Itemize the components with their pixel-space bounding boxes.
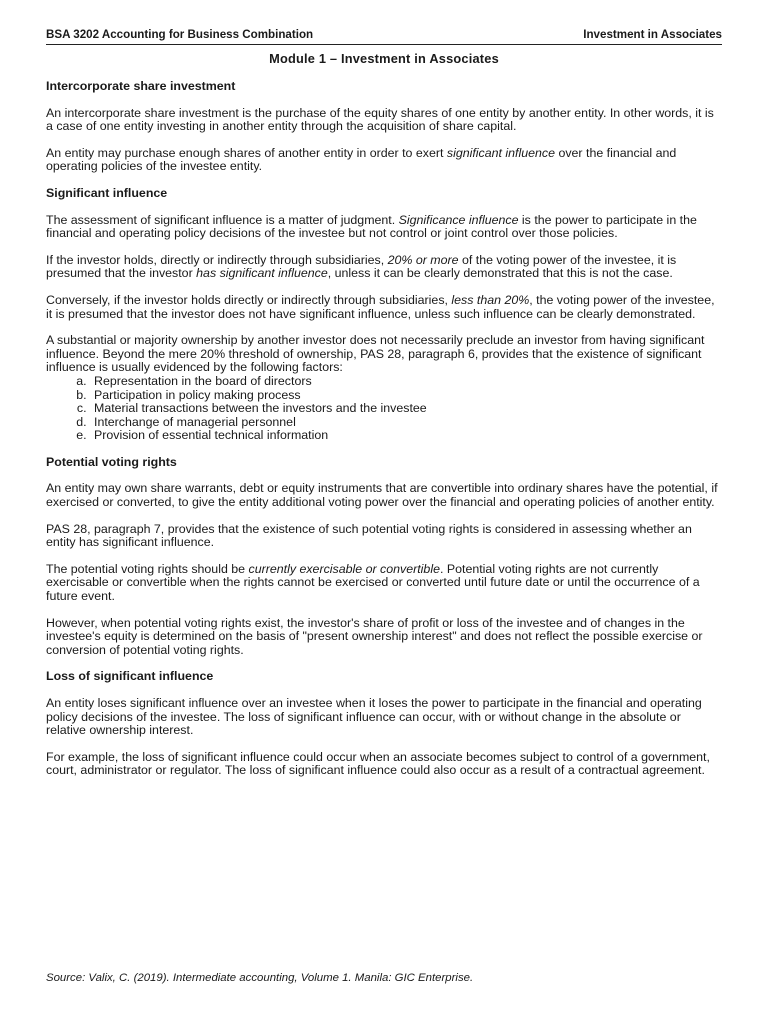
list-item: b. Participation in policy making process bbox=[90, 389, 724, 403]
page-header bbox=[46, 28, 722, 45]
emphasis: currently exercisable or convertible bbox=[248, 561, 440, 576]
paragraph: An entity loses significant influence over an investee when it loses the power to participate in the financial and operating policy decisions of the investee. The loss of significant influence can occur, with or without change in the absolute or relative ownership interest. bbox=[46, 696, 702, 738]
heading-intercorporate: Intercorporate share investment bbox=[46, 79, 236, 93]
module-title: Module 1 – Investment in Associates bbox=[269, 51, 499, 66]
paragraph: An entity may purchase enough shares of another entity in order to exert significant influence over the financial and operating policies of the investee entity. bbox=[46, 145, 677, 174]
list-item: d. Interchange of managerial personnel bbox=[90, 416, 724, 430]
document-body bbox=[46, 80, 724, 791]
paragraph: Conversely, if the investor holds directly or indirectly through subsidiaries, less than 20%, the voting power of the investee, it is presumed that the investor does not have significant influence, unless such influence can be clearly demonstrated. bbox=[46, 292, 715, 321]
paragraph: The potential voting rights should be currently exercisable or convertible. Potential voting rights are not currently exercisable or convertible when the rights cannot be exercised or converted until future date or until the occurrence of a future event. bbox=[46, 561, 700, 604]
list-item: c. Material transactions between the investors and the investee bbox=[90, 402, 724, 416]
list-item: a. Representation in the board of directors bbox=[90, 375, 724, 389]
paragraph: However, when potential voting rights exist, the investor's share of profit or loss of the investee and of changes in the investee's equity is determined on the basis of "present ownership interest" and does not reflect the possible exercise or conversion of potential voting rights. bbox=[46, 615, 703, 657]
paragraph: The assessment of significant influence is a matter of judgment. Significance influence is the power to participate in the financial and operating policy decisions of the investee but not control or joint control over those policies. bbox=[46, 212, 697, 241]
course-title: BSA 3202 Accounting for Business Combination bbox=[46, 28, 314, 41]
emphasis: 20% or more bbox=[387, 252, 459, 267]
heading-loss-of-significant-influence: Loss of significant influence bbox=[46, 669, 214, 684]
paragraph: PAS 28, paragraph 7, provides that the existence of such potential voting rights is considered in assessing whether an entity has significant influence. bbox=[46, 521, 692, 550]
paragraph: A substantial or majority ownership by another investor does not necessarily preclude an investor from having significant influence. Beyond the mere 20% threshold of ownership, PAS 28, paragraph 6, provides that the existence of significant influence is usually evidenced by the following factors: bbox=[46, 333, 705, 375]
topic-title: Investment in Associates bbox=[583, 28, 722, 41]
paragraph: An intercorporate share investment is the purchase of the equity shares of one entity by another entity. In other words, it is a case of one entity investing in another entity through the acquisition of share capital. bbox=[46, 105, 714, 134]
emphasis: less than 20% bbox=[451, 292, 530, 307]
emphasis: has significant influence bbox=[196, 266, 328, 281]
paragraph: For example, the loss of significant influence could occur when an associate becomes subject to control of a government, court, administrator or regulator. The loss of significant influence could also occur as a result of a contractual agreement. bbox=[46, 749, 710, 778]
emphasis: Significance influence bbox=[398, 212, 519, 227]
paragraph: If the investor holds, directly or indirectly through subsidiaries, 20% or more of the voting power of the investee, it is presumed that the investor has significant influence, unless it can be clearly demonstrated that this is not the case. bbox=[46, 252, 677, 281]
heading-significant-influence: Significant influence bbox=[46, 185, 168, 200]
paragraph: An entity may own share warrants, debt or equity instruments that are convertible into ordinary shares have the potential, if exercised or converted, to give the entity additional voting power over the financial and operating policies of another entity. bbox=[46, 481, 718, 510]
factors-list bbox=[46, 375, 724, 443]
heading-potential-voting-rights: Potential voting rights bbox=[46, 454, 177, 469]
emphasis: significant influence bbox=[446, 145, 556, 160]
list-item: e. Provision of essential technical information bbox=[90, 429, 724, 443]
source-citation: Source: Valix, C. (2019). Intermediate accounting, Volume 1. Manila: GIC Enterprise. bbox=[46, 972, 474, 984]
